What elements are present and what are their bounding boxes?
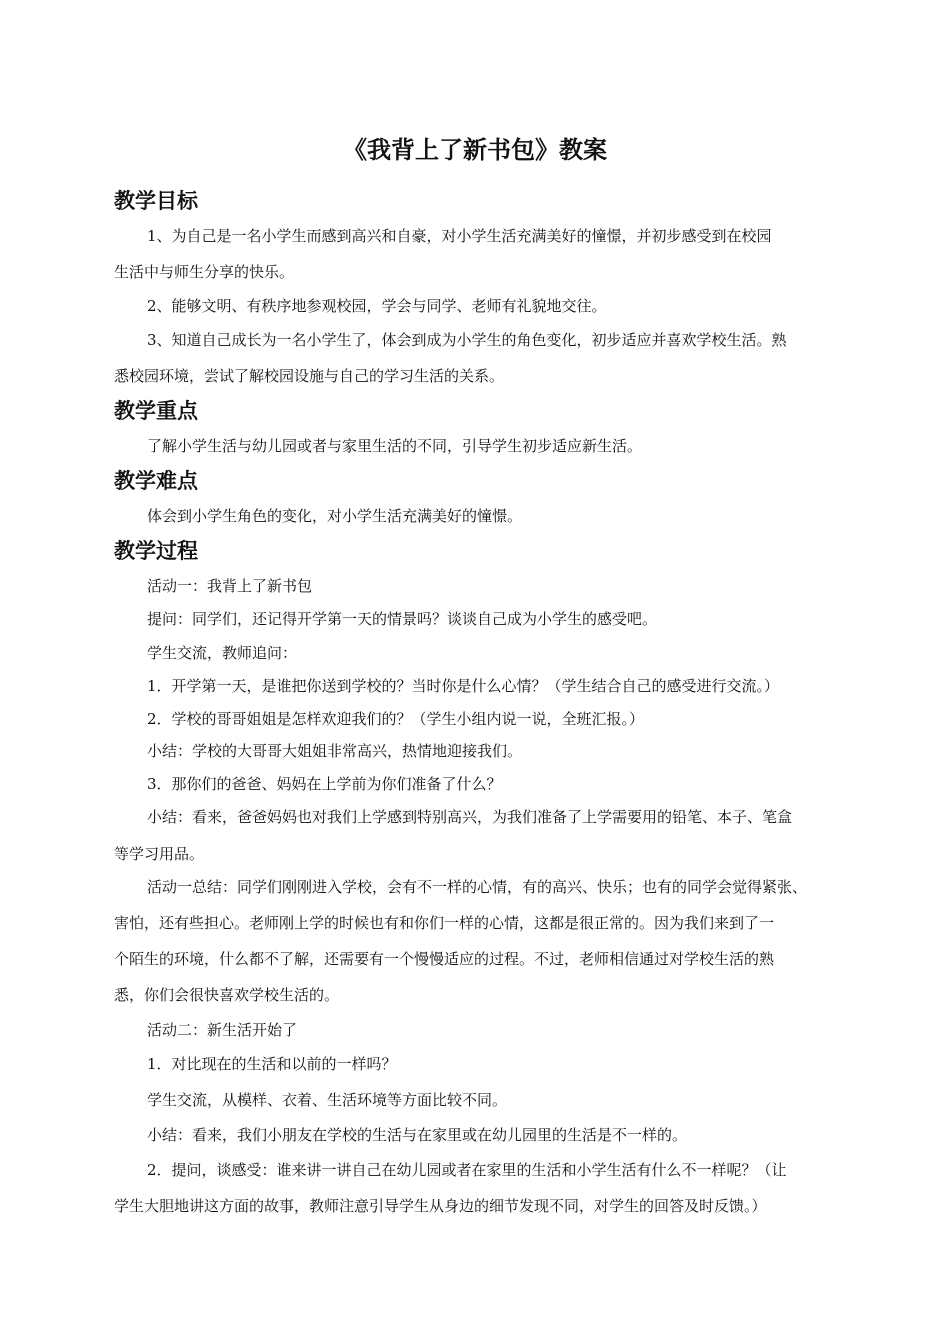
paragraph-line: 悉校园环境，尝试了解校园设施与自己的学习生活的关系。	[114, 367, 505, 385]
paragraph-line: 体会到小学生角色的变化，对小学生活充满美好的憧憬。	[147, 507, 523, 525]
paragraph-line: 1．对比现在的生活和以前的一样吗？	[147, 1055, 397, 1073]
paragraph-line: 生活中与师生分享的快乐。	[114, 263, 295, 281]
heading-key-points: 教学重点	[114, 399, 198, 423]
paragraph-line: 3．那你们的爸爸、妈妈在上学前为你们准备了什么？	[147, 775, 502, 793]
heading-objectives: 教学目标	[114, 189, 198, 213]
paragraph-line: 悉，你们会很快喜欢学校生活的。	[114, 986, 340, 1004]
paragraph-line: 小结：看来，我们小朋友在学校的生活与在家里或在幼儿园里的生活是不一样的。	[147, 1126, 688, 1144]
heading-difficulties: 教学难点	[114, 469, 198, 493]
paragraph-line: 学生交流，从模样、衣着、生活环境等方面比较不同。	[147, 1091, 508, 1109]
paragraph-line: 1、为自己是一名小学生而感到高兴和自豪，对小学生活充满美好的憧憬，并初步感受到在校园	[147, 227, 772, 245]
paragraph-line: 了解小学生活与幼儿园或者与家里生活的不同，引导学生初步适应新生活。	[147, 437, 643, 455]
paragraph-line: 活动一：我背上了新书包	[147, 577, 313, 595]
paragraph-line: 小结：看来，爸爸妈妈也对我们上学感到特别高兴，为我们准备了上学需要用的铅笔、本子、笔盒	[147, 808, 793, 826]
paragraph-line: 1．开学第一天，是谁把你送到学校的？当时你是什么心情？（学生结合自己的感受进行交流。）	[147, 677, 780, 695]
paragraph-line: 等学习用品。	[114, 845, 205, 863]
paragraph-line: 活动一总结：同学们刚刚进入学校，会有不一样的心情，有的高兴、快乐；也有的同学会觉得紧张、	[147, 878, 808, 896]
paragraph-line: 2．提问，谈感受：谁来讲一讲自己在幼儿园或者在家里的生活和小学生活有什么不一样呢？（让	[147, 1161, 787, 1179]
paragraph-line: 提问：同学们，还记得开学第一天的情景吗？谈谈自己成为小学生的感受吧。	[147, 610, 658, 628]
paragraph-line: 2．学校的哥哥姐姐是怎样欢迎我们的？（学生小组内说一说，全班汇报。）	[147, 710, 645, 728]
paragraph-line: 学生大胆地讲这方面的故事，教师注意引导学生从身边的细节发现不同，对学生的回答及时反馈。）	[114, 1197, 767, 1215]
paragraph-line: 害怕，还有些担心。老师刚上学的时候也有和你们一样的心情，这都是很正常的。因为我们来到了一	[114, 914, 775, 932]
paragraph-line: 个陌生的环境，什么都不了解，还需要有一个慢慢适应的过程。不过，老师相信通过对学校生活的熟	[114, 950, 775, 968]
paragraph-line: 学生交流，教师追问：	[147, 644, 298, 662]
paragraph-line: 2、能够文明、有秩序地参观校园，学会与同学、老师有礼貌地交往。	[147, 297, 607, 315]
heading-process: 教学过程	[114, 539, 198, 563]
paragraph-line: 小结：学校的大哥哥大姐姐非常高兴，热情地迎接我们。	[147, 742, 523, 760]
document-title: 《我背上了新书包》教案	[343, 136, 607, 164]
paragraph-line: 3、知道自己成长为一名小学生了，体会到成为小学生的角色变化，初步适应并喜欢学校生活。熟	[147, 331, 787, 349]
paragraph-line: 活动二：新生活开始了	[147, 1021, 298, 1039]
